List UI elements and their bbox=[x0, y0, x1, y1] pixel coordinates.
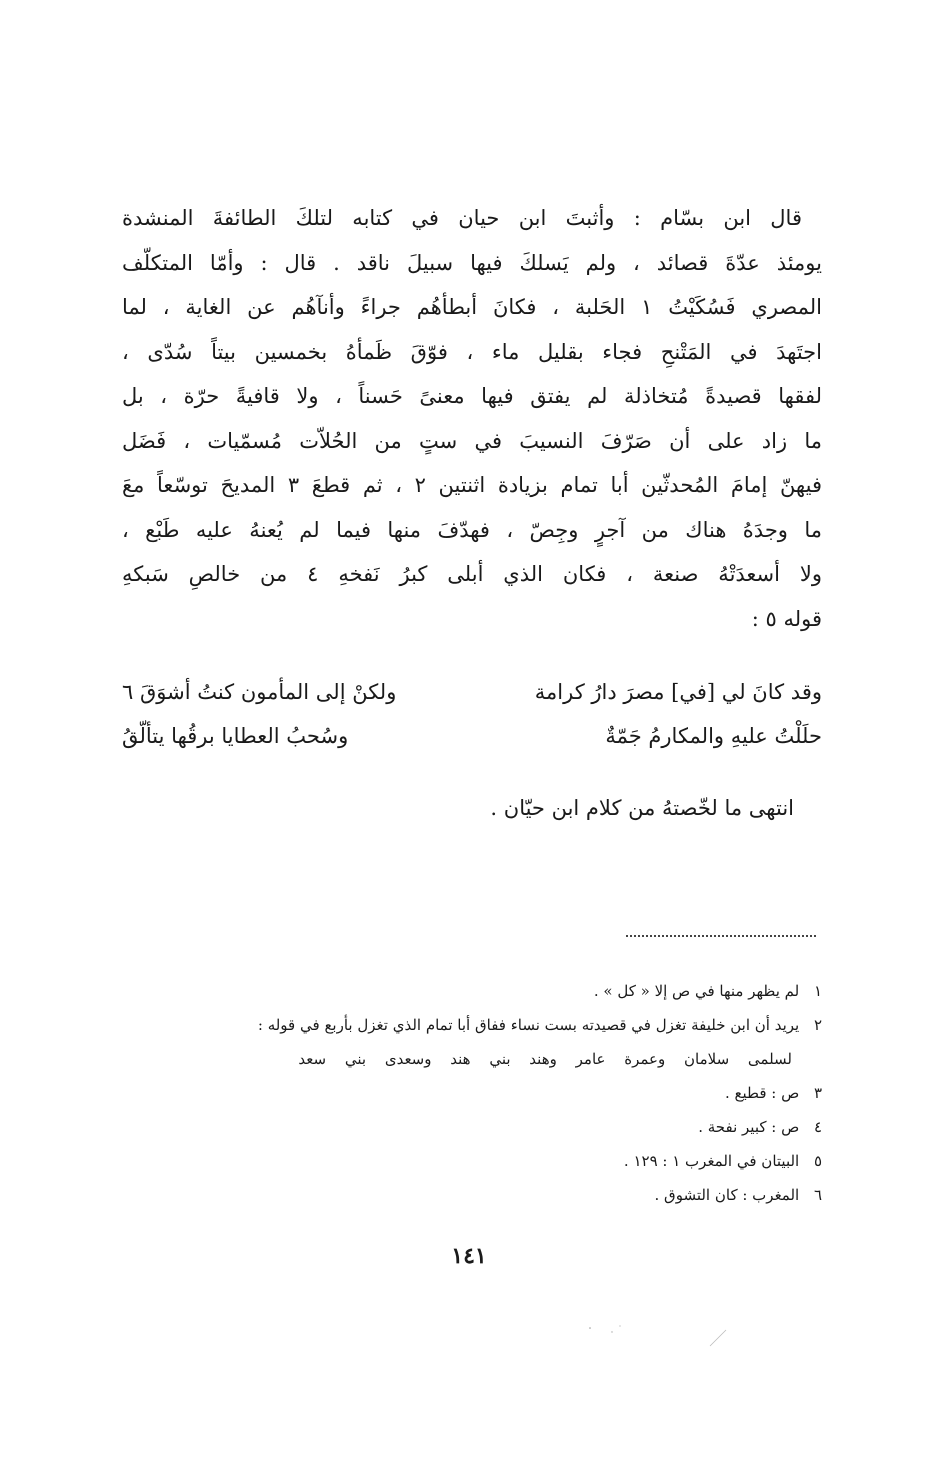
footnote bbox=[140, 1144, 822, 1178]
footnote bbox=[140, 1076, 822, 1110]
footnote-number: ٤ bbox=[813, 1118, 822, 1136]
scan-specks bbox=[560, 1320, 760, 1350]
footnote bbox=[140, 1008, 822, 1042]
footnote-number: ٦ bbox=[813, 1186, 822, 1204]
paragraph-line: المصري فَسُكَيْتُ ١ الحَلبة ، فكانَ أبطأهُم جراءً وأنآهُم عن الغاية ، لما bbox=[122, 295, 822, 319]
paragraph-line: لفقها قصيدةً مُتخاذلة لم يفتق فيها معنىً حَسناً ، ولا قافيةً حرّة ، بل bbox=[122, 384, 822, 408]
footnote-text: البيتان في المغرب ١ : ١٢٩ . bbox=[623, 1152, 800, 1170]
paragraph-line: ما وجدَهُ هناك من آجرٍ وجِصّ ، فهدّفَ منها فيما لم يُعنهُ عليه طَبْع ، bbox=[122, 517, 822, 542]
paragraph-line: يومئذ عدّةَ قصائد ، ولم يَسلكَ فيها سبيلَ ناقد . قال : وأمّا المتكلّف bbox=[122, 250, 822, 275]
page-number: ١٤١ bbox=[451, 1243, 487, 1269]
verse-second-hemistich: وسُحبُ العطايا برقُها يتألّقُ bbox=[122, 724, 349, 748]
footnote-text: ص : قطيع . bbox=[724, 1084, 800, 1102]
verse-line bbox=[122, 670, 822, 714]
verse-first-hemistich: حلَلْتُ عليهِ والمكارمُ جَمّةٌ bbox=[605, 724, 822, 748]
footnotes bbox=[140, 974, 822, 1212]
footnote bbox=[140, 1178, 822, 1212]
footnote-divider bbox=[626, 935, 816, 937]
footnote-text: المغرب : كان التشوق . bbox=[654, 1186, 800, 1204]
paragraph-line: قال ابن بسّام : وأثبتَ ابن حيان في كتابه لتلكَ الطائفةَ المنشدة bbox=[122, 206, 802, 230]
verse-line bbox=[122, 714, 822, 758]
footnote-text: لم يظهر منها في ص إلا « كل » . bbox=[593, 982, 800, 1000]
footnote bbox=[140, 974, 822, 1008]
footnote-text: ص : كبير نفحة . bbox=[698, 1118, 800, 1136]
main-paragraph bbox=[122, 196, 822, 641]
footnote-number: ٢ bbox=[813, 1016, 822, 1034]
paragraph-line: ما زاد على أن صَرّفَ النسيبَ في ستٍ من الحُلاّت مُسمّيات ، فَضَل bbox=[122, 428, 822, 453]
paragraph-line: ولا أسعدَتْهُ صنعة ، فكان الذي أبلى كبرُ نَفخهِ ٤ من خالصِ سَبكهِ bbox=[122, 562, 822, 586]
footnote bbox=[140, 1110, 822, 1144]
paragraph-line: اجتَهدَ في المَتْنحِ فجاء بقليل ماء ، فوّقَ ظَمأهُ بخمسين بيتاً سُدّى ، bbox=[122, 339, 822, 364]
footnote-number: ٥ bbox=[813, 1152, 822, 1170]
verse-first-hemistich: وقد كانَ لي [في] مصرَ دارُ كرامة bbox=[534, 680, 822, 704]
poem-verses bbox=[122, 670, 822, 758]
footnote-number: ١ bbox=[813, 982, 822, 1000]
verse-second-hemistich: ولكنْ إلى المأمون كنتُ أشوَقَ ٦ bbox=[122, 680, 397, 704]
closing-sentence: انتهى ما لخّصتهُ من كلام ابن حيّان . bbox=[490, 796, 794, 820]
footnote-verse: لسلمى سلامان وعمرة عامر وهند بني هند وسعدى بني سعد bbox=[298, 1050, 792, 1068]
footnote-text: يريد أن ابن خليفة تغزل في قصيدته بست نساء ففاق أبا تمام الذي تغزل بأربع في قوله : bbox=[257, 1016, 800, 1034]
footnote-number: ٣ bbox=[813, 1084, 822, 1102]
paragraph-line: فيهنّ إمامَ المُحدثّين أبا تمام بزيادة اثنتين ٢ ، ثم قطعَ ٣ المديحَ توسّعاً معَ bbox=[122, 473, 822, 497]
paragraph-line: قوله ٥ : bbox=[751, 606, 822, 631]
